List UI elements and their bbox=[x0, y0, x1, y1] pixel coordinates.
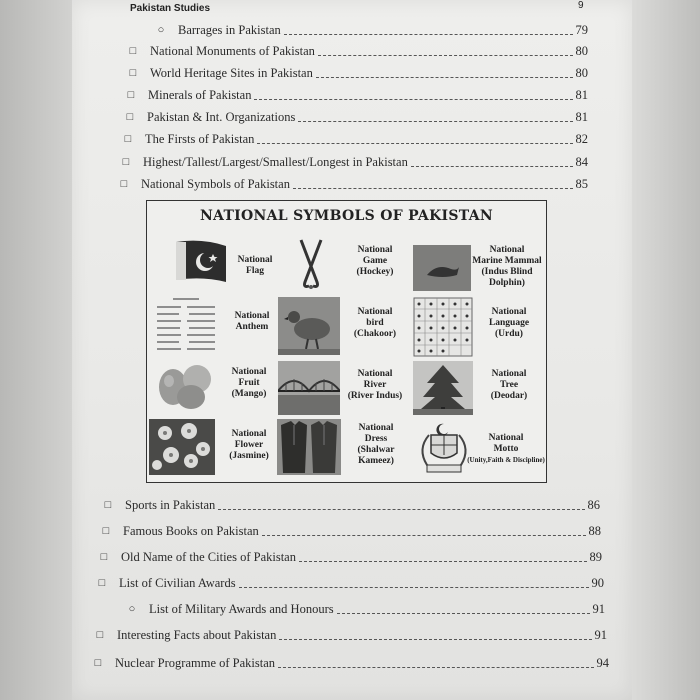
toc-entry-label: Old Name of the Cities of Pakistan bbox=[121, 549, 296, 564]
state-emblem-icon bbox=[415, 421, 473, 475]
toc-entry-page: 81 bbox=[575, 109, 588, 124]
dotted-leader bbox=[254, 99, 572, 100]
toc-entry-label: Famous Books on Pakistan bbox=[123, 523, 259, 538]
checkbox-bullet-icon: □ bbox=[94, 657, 102, 669]
toc-entry[interactable] bbox=[125, 108, 588, 126]
toc-entry[interactable] bbox=[95, 626, 607, 644]
toc-entry-label: Sports in Pakistan bbox=[125, 497, 216, 512]
toc-entry-page: 79 bbox=[575, 22, 588, 37]
hockey-sticks-icon bbox=[293, 238, 329, 290]
checkbox-bullet-icon: □ bbox=[129, 67, 137, 79]
toc-entry-label: The Firsts of Pakistan bbox=[145, 131, 255, 146]
toc-entry-page: 88 bbox=[588, 523, 601, 538]
dotted-leader bbox=[299, 561, 587, 562]
toc-entry[interactable] bbox=[93, 654, 609, 672]
toc-entry-page: 91 bbox=[592, 601, 605, 616]
checkbox-bullet-icon: □ bbox=[124, 133, 132, 145]
dotted-leader bbox=[316, 77, 573, 78]
toc-entry-page: 80 bbox=[575, 65, 588, 80]
toc-entry-page: 81 bbox=[575, 87, 588, 102]
toc-entry-page: 94 bbox=[596, 655, 609, 670]
symbol-label-bird: National bird (Chakoor) bbox=[353, 307, 397, 339]
toc-entry-label: Nuclear Programme of Pakistan bbox=[115, 655, 276, 670]
mango-icon bbox=[153, 361, 217, 413]
circle-bullet-icon: ○ bbox=[157, 24, 165, 36]
background-left bbox=[0, 0, 72, 700]
chakoor-bird-icon bbox=[278, 297, 340, 355]
checkbox-bullet-icon: □ bbox=[122, 156, 130, 168]
pakistan-flag-icon bbox=[172, 238, 230, 286]
toc-entry-page: 89 bbox=[589, 549, 602, 564]
toc-entry[interactable] bbox=[128, 64, 588, 82]
toc-entry[interactable] bbox=[156, 21, 588, 39]
checkbox-bullet-icon: □ bbox=[100, 551, 108, 563]
toc-entry-label: National Monuments of Pakistan bbox=[150, 43, 315, 58]
dotted-leader bbox=[298, 121, 572, 122]
toc-entry[interactable] bbox=[123, 130, 588, 148]
toc-entry[interactable] bbox=[119, 175, 588, 193]
toc-entry[interactable] bbox=[121, 153, 588, 171]
toc-entry-label: Barrages in Pakistan bbox=[178, 22, 281, 37]
toc-entry-label: Pakistan & Int. Organizations bbox=[147, 109, 296, 124]
symbol-label-marine-mammal: National Marine Mammal (Indus Blind Dolphin) bbox=[472, 245, 542, 288]
checkbox-bullet-icon: □ bbox=[127, 89, 135, 101]
page-number: 9 bbox=[578, 0, 584, 11]
dotted-leader bbox=[318, 55, 573, 56]
dotted-leader bbox=[279, 639, 591, 640]
checkbox-bullet-icon: □ bbox=[102, 525, 110, 537]
checkbox-bullet-icon: □ bbox=[104, 499, 112, 511]
toc-entry[interactable] bbox=[99, 548, 602, 566]
toc-entry-label: World Heritage Sites in Pakistan bbox=[150, 65, 313, 80]
dotted-leader bbox=[239, 587, 589, 588]
dotted-leader bbox=[411, 166, 573, 167]
symbol-label-flower: National Flower (Jasmine) bbox=[229, 429, 269, 461]
running-header: Pakistan Studies bbox=[130, 3, 211, 14]
checkbox-bullet-icon: □ bbox=[98, 577, 106, 589]
checkbox-bullet-icon: □ bbox=[129, 45, 137, 57]
toc-entry-label: National Symbols of Pakistan bbox=[141, 176, 290, 191]
toc-entry[interactable] bbox=[127, 600, 605, 618]
symbol-label-flag: National Flag bbox=[237, 255, 273, 276]
checkbox-bullet-icon: □ bbox=[96, 629, 104, 641]
urdu-alphabet-chart-icon bbox=[413, 297, 473, 357]
circle-bullet-icon: ○ bbox=[128, 603, 136, 615]
toc-entry-page: 82 bbox=[575, 131, 588, 146]
checkbox-bullet-icon: □ bbox=[120, 178, 128, 190]
river-bridge-icon bbox=[278, 361, 340, 415]
toc-entry-page: 91 bbox=[594, 627, 607, 642]
symbol-label-anthem: National Anthem bbox=[234, 311, 270, 332]
symbol-label-tree: National Tree (Deodar) bbox=[490, 369, 528, 401]
dotted-leader bbox=[293, 188, 573, 189]
anthem-text-icon bbox=[153, 295, 219, 357]
toc-entry-page: 80 bbox=[575, 43, 588, 58]
toc-entry[interactable] bbox=[101, 522, 601, 540]
symbol-label-dress: National Dress (Shalwar Kameez) bbox=[357, 423, 395, 466]
toc-entry-label: List of Military Awards and Honours bbox=[149, 601, 334, 616]
jasmine-flower-icon bbox=[149, 419, 215, 475]
toc-entry[interactable] bbox=[103, 496, 600, 514]
toc-entry-label: List of Civilian Awards bbox=[119, 575, 236, 590]
shalwar-kameez-icon bbox=[277, 419, 341, 475]
dotted-leader bbox=[337, 613, 590, 614]
dotted-leader bbox=[257, 143, 572, 144]
dotted-leader bbox=[284, 34, 573, 35]
deodar-tree-icon bbox=[413, 361, 473, 415]
dotted-leader bbox=[218, 509, 584, 510]
toc-entry-label: Interesting Facts about Pakistan bbox=[117, 627, 277, 642]
toc-entry[interactable] bbox=[97, 574, 604, 592]
toc-entry[interactable] bbox=[128, 42, 588, 60]
figure-title: NATIONAL SYMBOLS OF PAKISTAN bbox=[199, 208, 494, 224]
national-symbols-figure bbox=[146, 200, 547, 483]
dotted-leader bbox=[278, 667, 593, 668]
toc-entry-page: 86 bbox=[587, 497, 600, 512]
checkbox-bullet-icon: □ bbox=[126, 111, 134, 123]
symbol-label-game: National Game (Hockey) bbox=[356, 245, 394, 277]
symbol-label-fruit: National Fruit (Mango) bbox=[231, 367, 267, 399]
toc-entry-label: Highest/Tallest/Largest/Smallest/Longest in Pakistan bbox=[143, 154, 408, 169]
toc-entry-page: 90 bbox=[591, 575, 604, 590]
dotted-leader bbox=[262, 535, 586, 536]
symbol-label-river: National River (River Indus) bbox=[347, 369, 403, 401]
background-right bbox=[630, 0, 700, 700]
dolphin-icon bbox=[413, 245, 471, 291]
toc-entry[interactable] bbox=[126, 86, 588, 104]
toc-entry-page: 85 bbox=[575, 176, 588, 191]
symbol-label-language: National Language (Urdu) bbox=[488, 307, 530, 339]
symbol-label-motto: National Motto (Unity,Faith & Discipline) bbox=[467, 433, 545, 464]
toc-entry-page: 84 bbox=[575, 154, 588, 169]
toc-entry-label: Minerals of Pakistan bbox=[148, 87, 252, 102]
